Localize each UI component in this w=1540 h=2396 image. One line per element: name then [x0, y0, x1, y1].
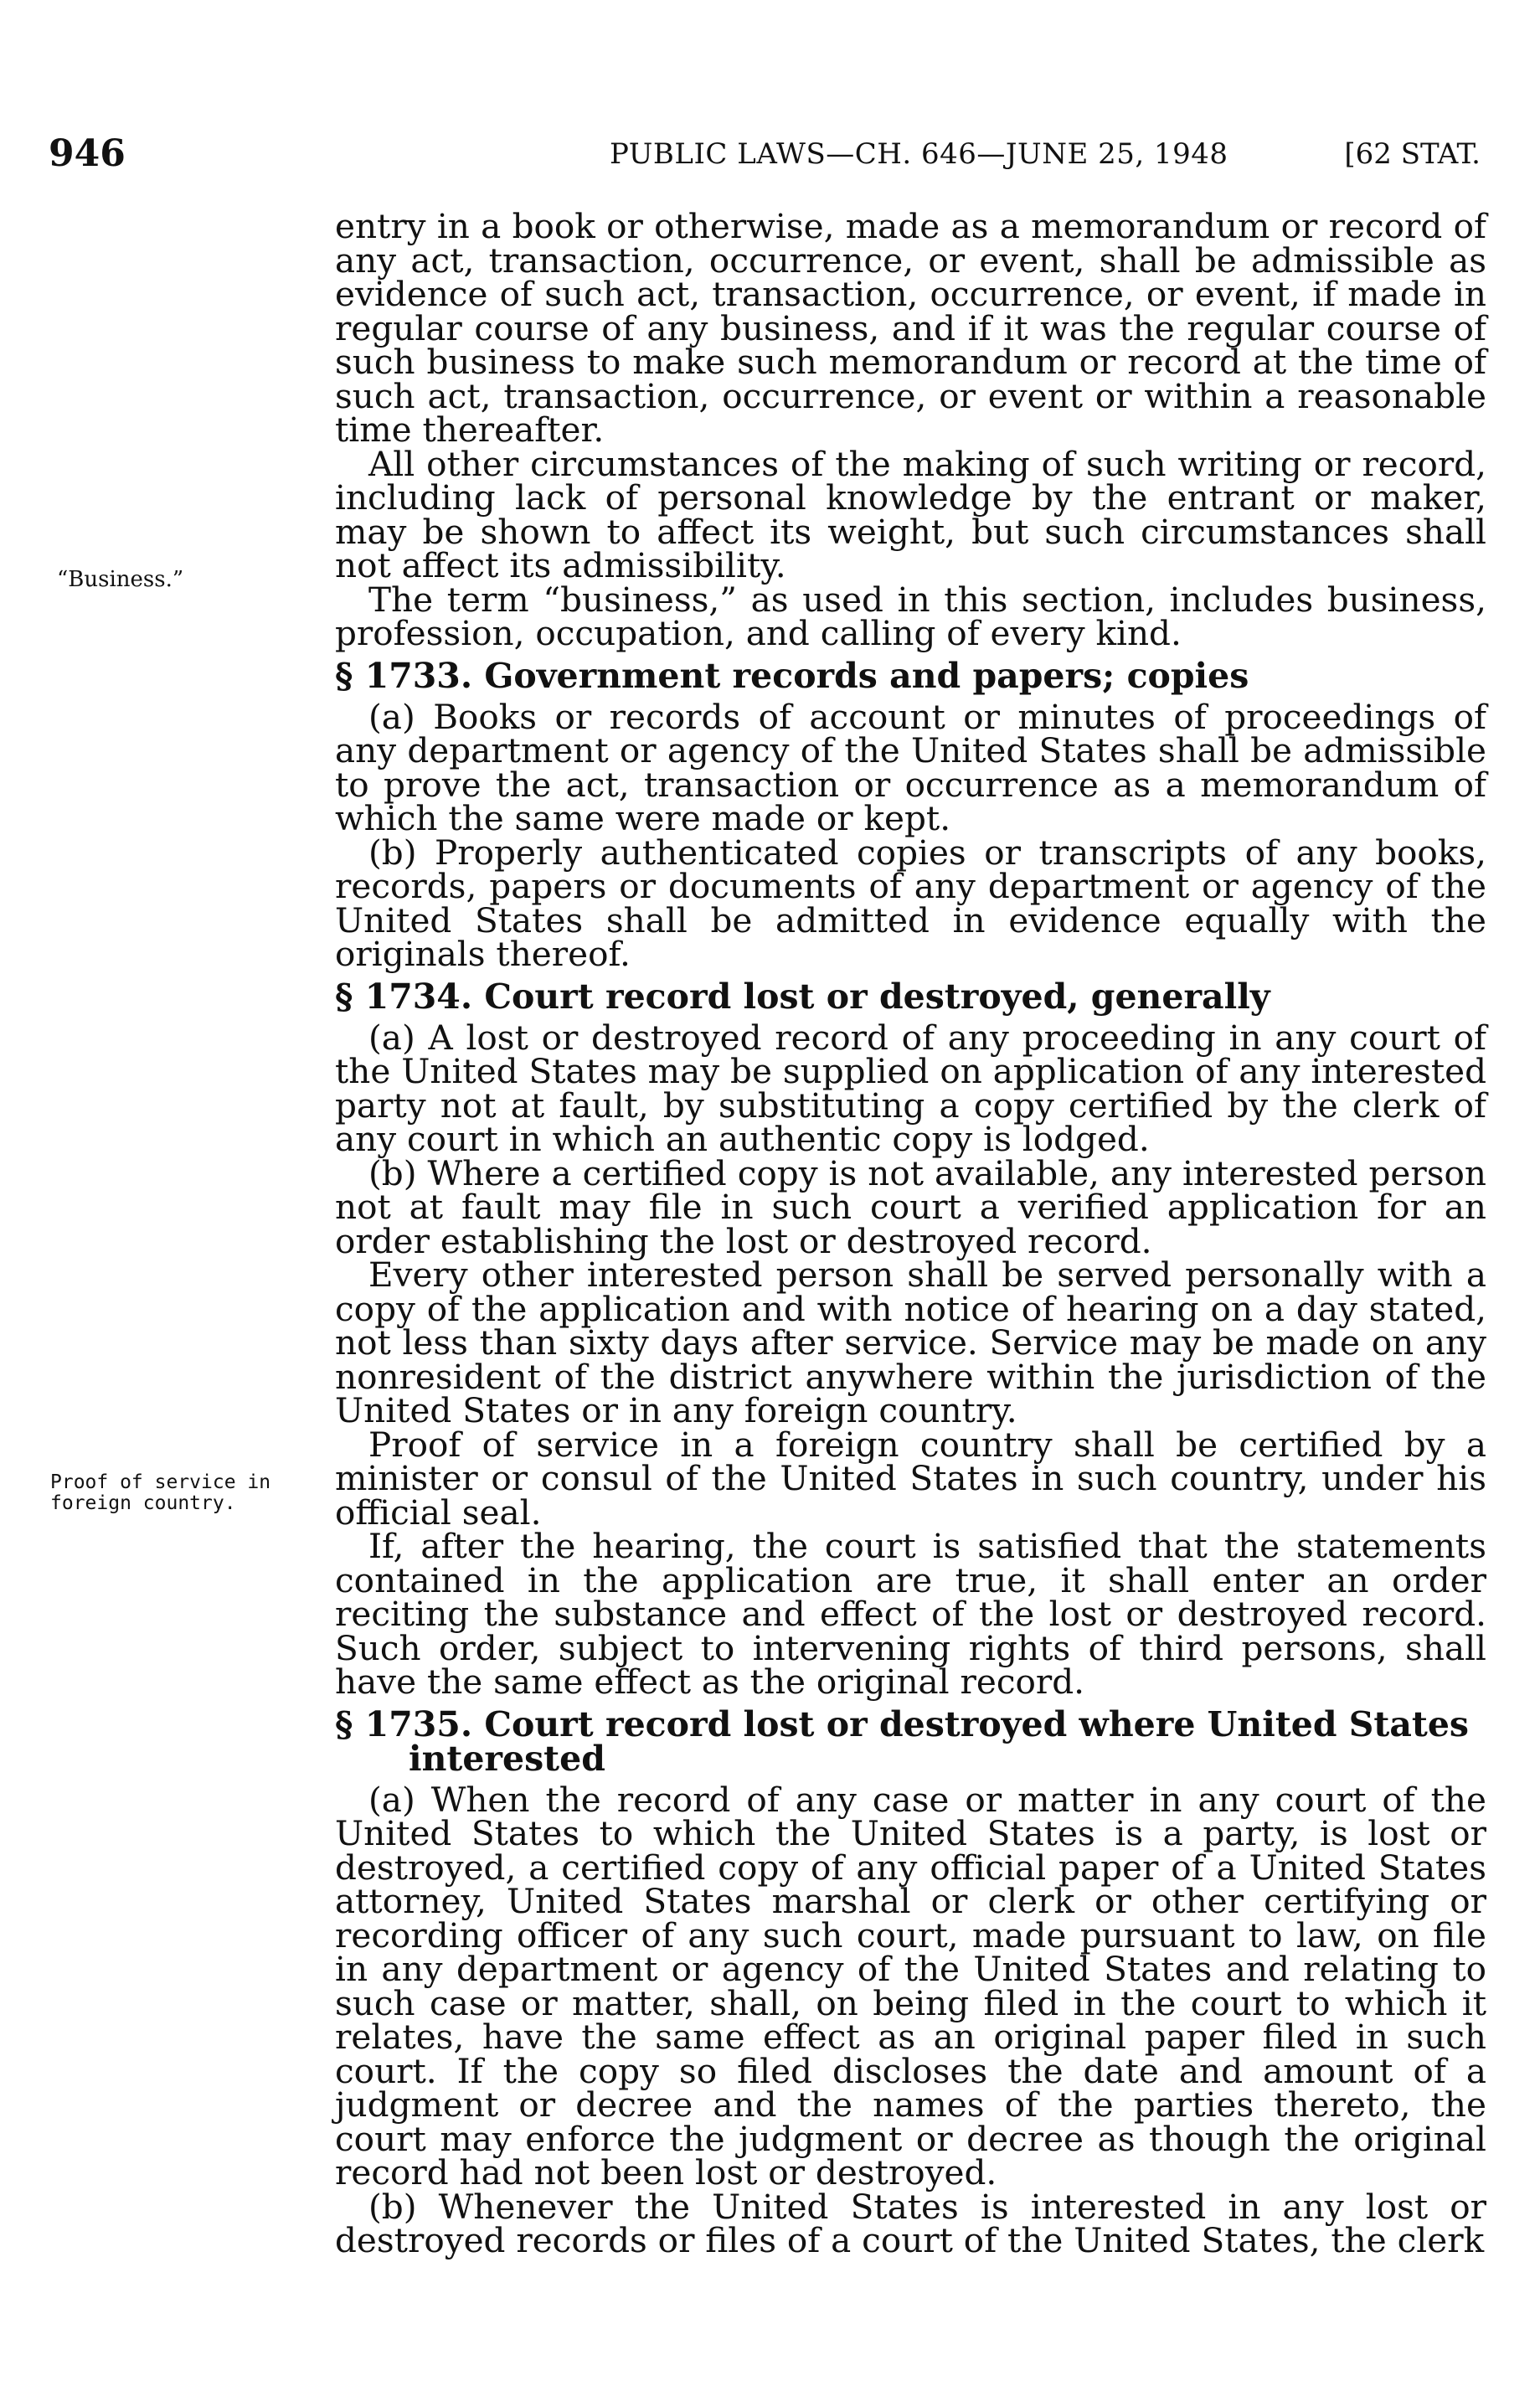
section-heading-1733: § 1733. Government records and papers; copies	[335, 655, 1249, 696]
paragraph-1733-a: (a) Books or records of account or minutes of proceedings of any department or agency of the United States shall be admissible to prove the act, transaction or occurrence as a memorandum of which the same were made or kept.	[335, 696, 1486, 838]
paragraph-1733-b: (b) Properly authenticated copies or transcripts of any books, records, papers or documents of any department or agency of the United States shall be admitted in evidence equally with the originals thereof.	[335, 832, 1486, 974]
paragraph-business-definition: The term “business,” as used in this section, includes business, profession, occupation, and calling of every kind.	[335, 579, 1486, 653]
running-head: PUBLIC LAWS—CH. 646—JUNE 25, 1948	[610, 137, 1228, 171]
paragraph-1734-b: (b) Where a certified copy is not available, any interested person not at fault may file in such court a verified application for an order establishing the lost or destroyed record.	[335, 1152, 1486, 1261]
section-heading-1734: § 1734. Court record lost or destroyed, generally	[335, 976, 1270, 1017]
section-heading-1735: § 1735. Court record lost or destroyed where United States interested	[335, 1703, 1470, 1779]
margin-note-proof-of-service: Proof of service in foreign country.	[50, 1471, 271, 1514]
margin-note-business: “Business.”	[57, 567, 184, 592]
page-number: 946	[49, 132, 126, 175]
paragraph-1734-a: (a) A lost or destroyed record of any proceeding in any court of the United States may be supplied on application of any interested party not at fault, by substituting a copy certified by the clerk of any court in which an authentic copy is lodged.	[335, 1017, 1486, 1159]
volume-reference: [62 STAT.	[1344, 137, 1481, 171]
paragraph-continuation: entry in a book or otherwise, made as a memorandum or record of any act, transaction, occurrence, or event, shall be admissible as evidence of such act, transaction, occurrence, or event, if made in regular course of any business, and if it was the regular course of such business to make such memorandum or record at the time of such act, transaction, occurrence, or event or within a reasonable time thereafter.	[335, 206, 1486, 450]
page-header	[49, 132, 1481, 183]
paragraph-1734-if: If, after the hearing, the court is satisfied that the statements contained in the application are true, it shall enter an order reciting the substance and effect of the lost or destroyed record. Such order, subject to intervening rights of third persons, shall have the same effect as the original record.	[335, 1526, 1486, 1702]
paragraph-1735-a: (a) When the record of any case or matter in any court of the United States to which the United States is a party, is lost or destroyed, a certified copy of any official paper of a United States attorney, United States marshal or clerk or other certifying or recording officer of any such court, made pursuant to law, on file in any department or agency of the United States and relating to such case or matter, shall, on being filed in the court to which it relates, have the same effect as an original paper filed in such court. If the copy so filed discloses the date and amount of a judgment or decree and the names of the parties thereto, the court may enforce the judgment or decree as though the original record had not been lost or destroyed.	[335, 1779, 1486, 2192]
body-text	[335, 206, 1486, 2260]
paragraph-1734-every: Every other interested person shall be served personally with a copy of the application and with notice of hearing on a day stated, not less than sixty days after service. Service may be made on any nonresident of the district anywhere within the jurisdiction of the United States or in any foreign country.	[335, 1255, 1486, 1430]
paragraph-1734-proof: Proof of service in a foreign country shall be certified by a minister or consul of the United States in such country, under his official seal.	[335, 1424, 1486, 1533]
paragraph-circumstances: All other circumstances of the making of such writing or record, including lack of personal knowledge by the entrant or maker, may be shown to affect its weight, but such circumstances shall not affect its admissibility.	[335, 443, 1486, 585]
paragraph-1735-b: (b) Whenever the United States is interested in any lost or destroyed records or files of a court of the United States, the clerk	[335, 2186, 1486, 2260]
